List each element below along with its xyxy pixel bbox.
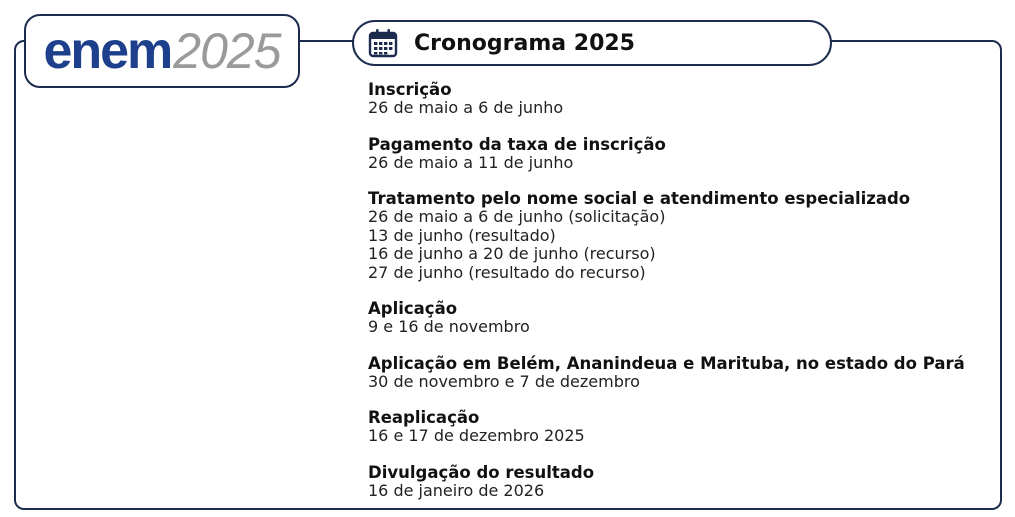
schedule-item-pagamento bbox=[368, 135, 998, 173]
schedule-title-bar bbox=[352, 20, 832, 66]
schedule-list bbox=[368, 80, 998, 517]
schedule-item-date: 26 de maio a 11 de junho bbox=[368, 152, 574, 172]
schedule-item-date: 27 de junho (resultado do recurso) bbox=[368, 262, 646, 282]
schedule-item-date: 16 de junho a 20 de junho (recurso) bbox=[368, 244, 656, 263]
logo-enem-text: enem bbox=[43, 22, 172, 80]
schedule-item-label: Reaplicação bbox=[368, 408, 480, 427]
schedule-item-date: 16 e 17 de dezembro 2025 bbox=[368, 426, 585, 445]
schedule-item-label: Aplicação em Belém, Ananindeua e Marituba, no estado do Pará bbox=[368, 353, 965, 373]
schedule-item-inscricao bbox=[368, 80, 998, 118]
schedule-item-label: Pagamento da taxa de inscrição bbox=[368, 134, 666, 154]
schedule-item-date: 26 de maio a 6 de junho (solicitação) bbox=[368, 207, 666, 226]
logo-year-text: 2025 bbox=[173, 23, 281, 79]
schedule-item-tratamento bbox=[368, 189, 998, 282]
schedule-item-date: 9 e 16 de novembro bbox=[368, 317, 530, 336]
calendar-icon bbox=[368, 28, 398, 58]
schedule-item-label: Aplicação bbox=[368, 299, 458, 318]
schedule-item-resultado bbox=[368, 463, 998, 501]
schedule-item-date: 26 de maio a 6 de junho bbox=[368, 98, 564, 117]
schedule-item-aplicacao bbox=[368, 299, 998, 337]
page-title: Cronograma 2025 bbox=[414, 30, 635, 56]
enem-logo bbox=[24, 14, 300, 88]
schedule-item-aplicacao-para bbox=[368, 354, 998, 392]
schedule-item-date: 16 de janeiro de 2026 bbox=[368, 480, 545, 500]
schedule-item-label: Tratamento pelo nome social e atendimento especializado bbox=[368, 189, 911, 208]
schedule-item-label: Inscrição bbox=[368, 80, 452, 99]
schedule-item-date: 30 de novembro e 7 de dezembro bbox=[368, 371, 640, 391]
schedule-item-label: Divulgação do resultado bbox=[368, 462, 595, 482]
schedule-item-reaplicacao bbox=[368, 408, 998, 446]
schedule-item-date: 13 de junho (resultado) bbox=[368, 225, 556, 245]
